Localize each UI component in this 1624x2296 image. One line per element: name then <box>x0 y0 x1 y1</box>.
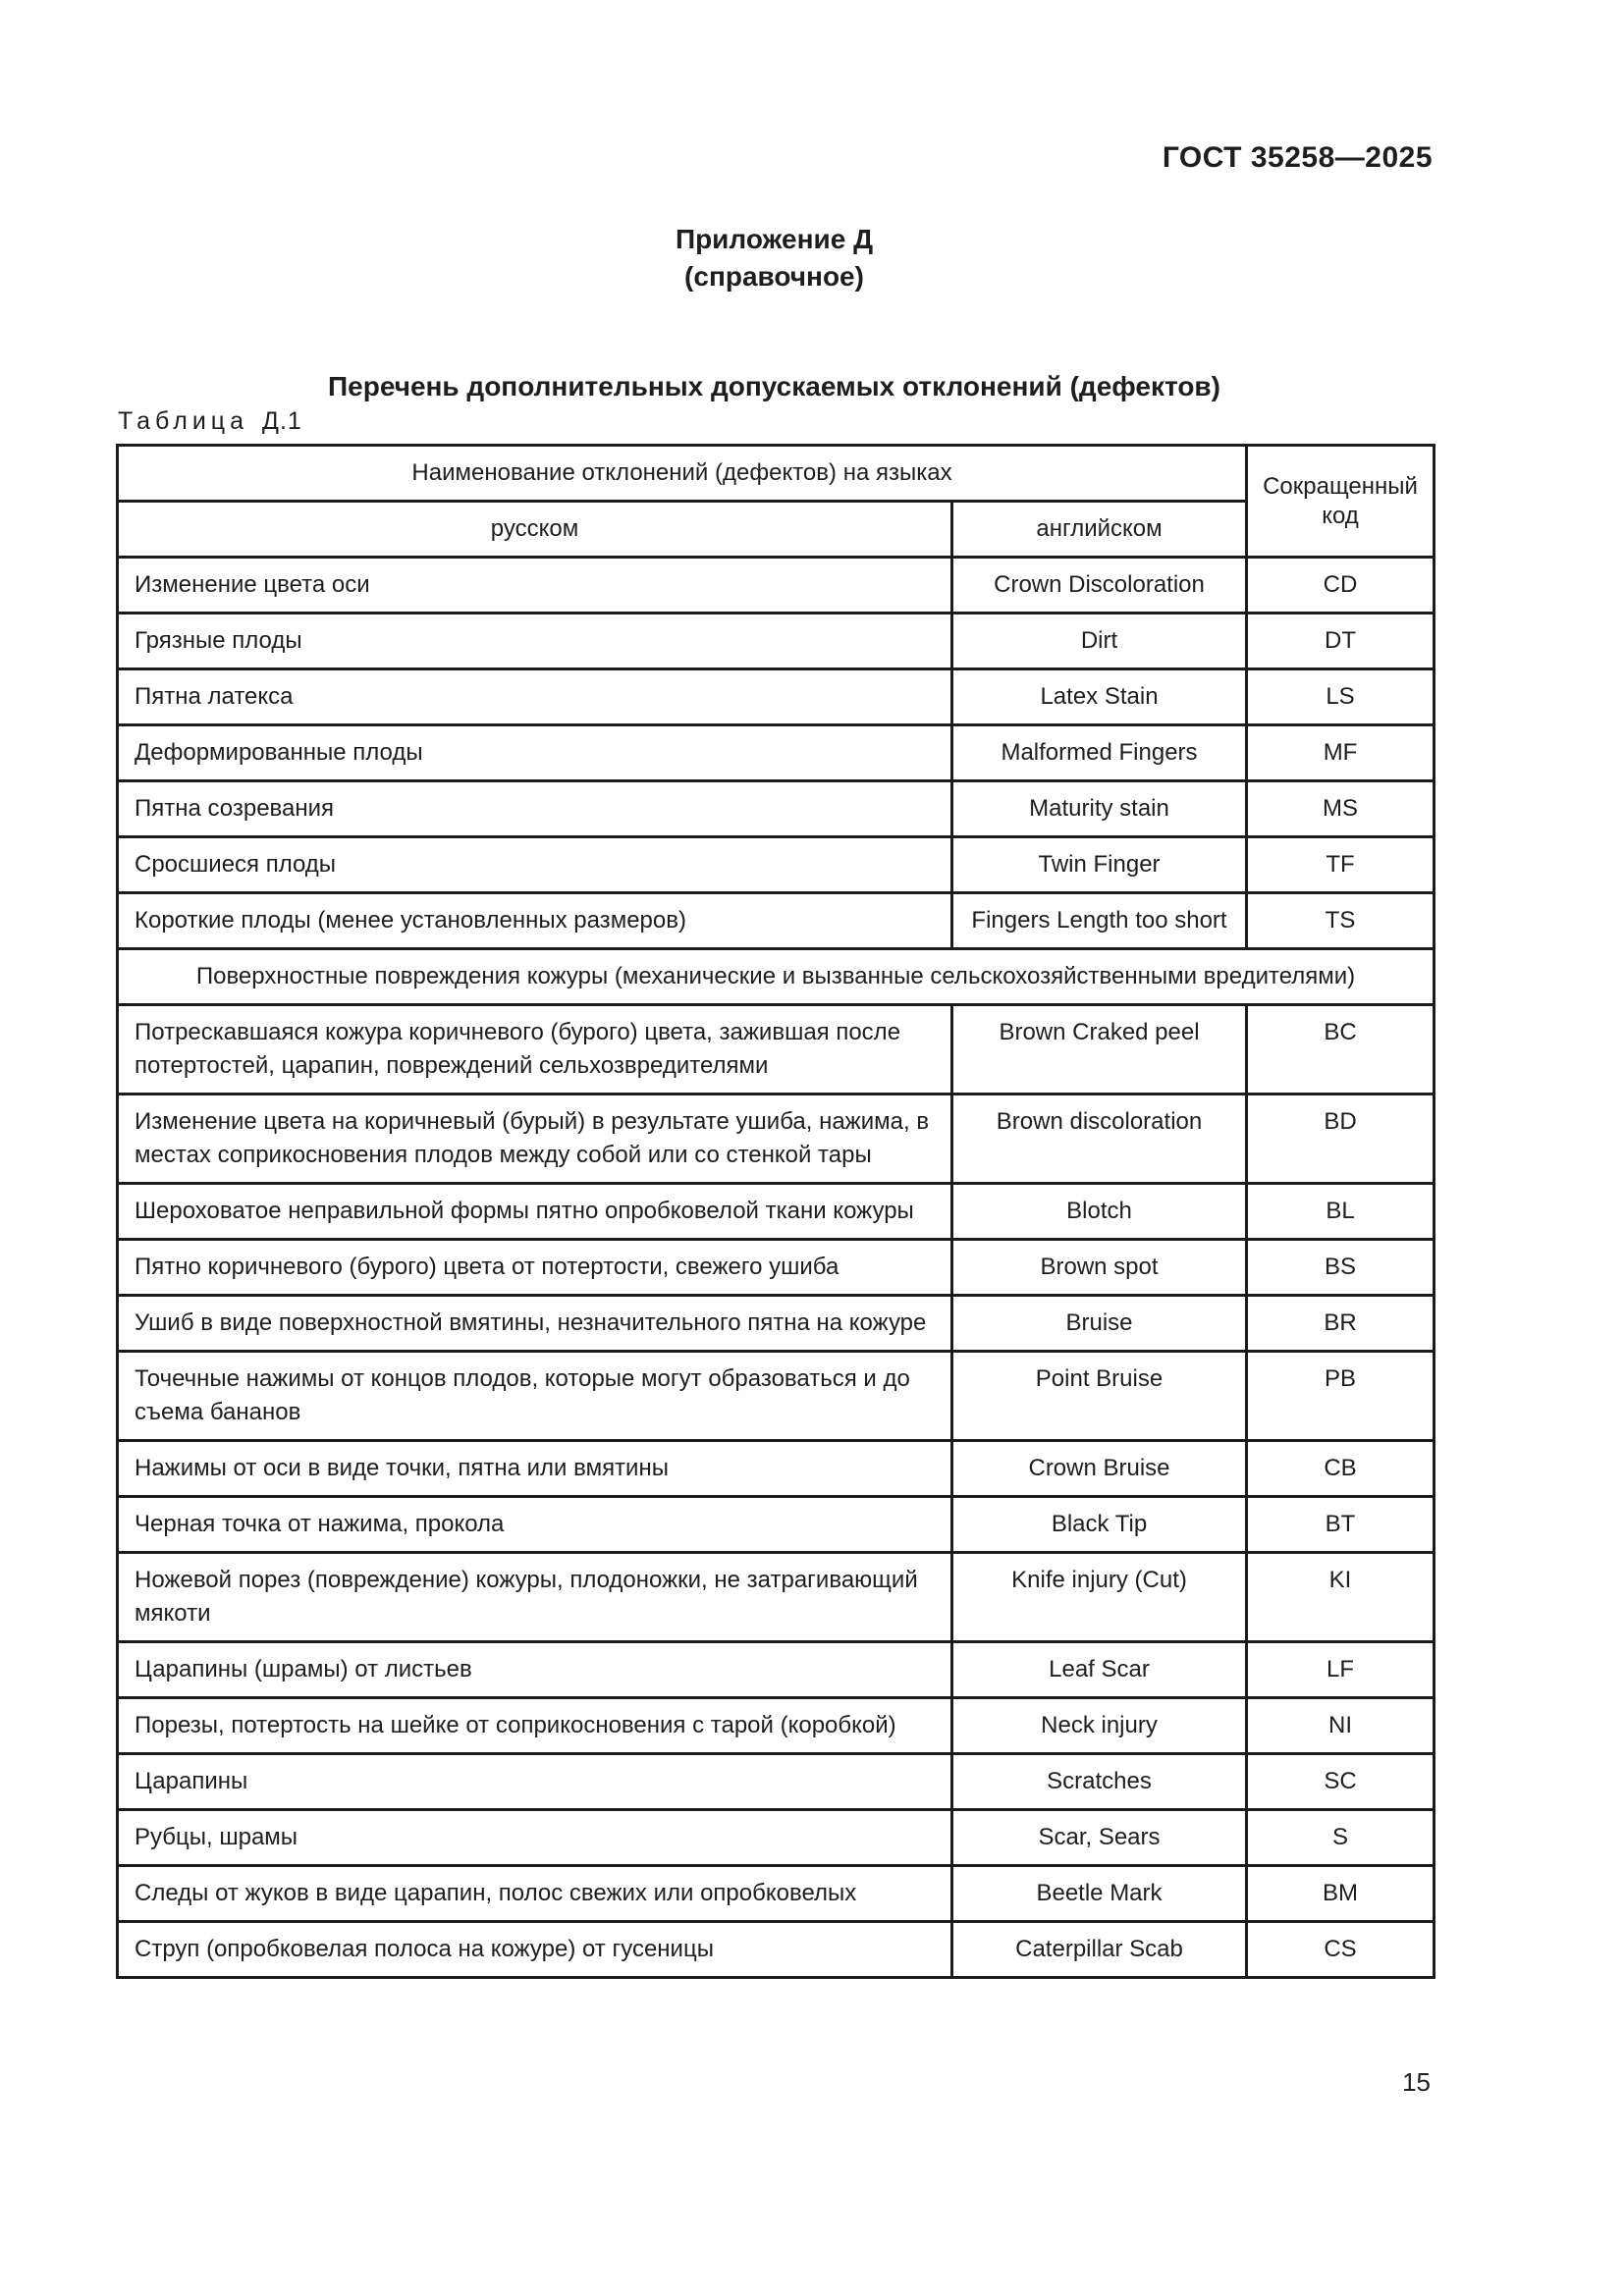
doc-code: ГОСТ 35258—2025 <box>1162 141 1433 174</box>
defect-code: TS <box>1247 893 1435 949</box>
defect-code: CB <box>1247 1441 1435 1497</box>
appendix-title: Приложение Д <box>675 224 874 254</box>
table-section-row <box>118 949 1435 1005</box>
defect-name-ru: Ушиб в виде поверхностной вмятины, незначительного пятна на кожуре <box>118 1296 952 1352</box>
defect-name-en: Blotch <box>952 1184 1247 1240</box>
table-row <box>118 1095 1435 1184</box>
header-russian: русском <box>118 502 952 558</box>
defect-code: BT <box>1247 1497 1435 1553</box>
defect-code: S <box>1247 1810 1435 1866</box>
defect-name-ru: Пятно коричневого (бурого) цвета от потертости, свежего ушиба <box>118 1240 952 1296</box>
table-row <box>118 1240 1435 1296</box>
defect-code: LF <box>1247 1642 1435 1698</box>
table-label-word: Таблица <box>118 407 249 435</box>
defect-code: NI <box>1247 1698 1435 1754</box>
defect-name-en: Brown spot <box>952 1240 1247 1296</box>
defect-name-ru: Рубцы, шрамы <box>118 1810 952 1866</box>
page-number: 15 <box>1402 2067 1431 2097</box>
defects-table <box>116 444 1435 1979</box>
defect-name-ru: Пятна латекса <box>118 669 952 725</box>
section-title: Поверхностные повреждения кожуры (механические и вызванные сельскохозяйственными вредителями) <box>118 949 1435 1005</box>
defect-name-ru: Царапины (шрамы) от листьев <box>118 1642 952 1698</box>
defect-code: CD <box>1247 558 1435 614</box>
defect-name-en: Scar, Sears <box>952 1810 1247 1866</box>
defect-name-en: Neck injury <box>952 1698 1247 1754</box>
defect-code: TF <box>1247 837 1435 893</box>
defect-code: SC <box>1247 1754 1435 1810</box>
defect-code: BR <box>1247 1296 1435 1352</box>
defect-code: PB <box>1247 1352 1435 1441</box>
defect-name-ru: Струп (опробковелая полоса на кожуре) от гусеницы <box>118 1922 952 1978</box>
defect-name-ru: Потрескавшаяся кожура коричневого (бурого) цвета, зажившая после потертостей, царапин, повреждений сельхозвредителями <box>118 1005 952 1095</box>
defect-code: DT <box>1247 614 1435 669</box>
table-row <box>118 1810 1435 1866</box>
defect-name-en: Scratches <box>952 1754 1247 1810</box>
table-row <box>118 1866 1435 1922</box>
table-row <box>118 1754 1435 1810</box>
defect-name-ru: Изменение цвета оси <box>118 558 952 614</box>
defect-name-en: Crown Discoloration <box>952 558 1247 614</box>
defect-name-en: Brown Craked peel <box>952 1005 1247 1095</box>
table-row <box>118 1698 1435 1754</box>
table-row <box>118 1553 1435 1642</box>
table-row <box>118 893 1435 949</box>
table-row <box>118 1184 1435 1240</box>
page-title: Перечень дополнительных допускаемых отклонений (дефектов) <box>328 371 1220 401</box>
defect-name-ru: Точечные нажимы от концов плодов, которые могут образоваться и до съема бананов <box>118 1352 952 1441</box>
defect-code: MF <box>1247 725 1435 781</box>
defect-name-ru: Деформированные плоды <box>118 725 952 781</box>
defect-name-en: Brown discoloration <box>952 1095 1247 1184</box>
header-row-2 <box>118 502 1435 558</box>
defects-table-body <box>118 558 1435 1978</box>
defect-code: BC <box>1247 1005 1435 1095</box>
defect-code: BD <box>1247 1095 1435 1184</box>
defect-name-en: Latex Stain <box>952 669 1247 725</box>
table-row <box>118 1497 1435 1553</box>
table-row <box>118 1441 1435 1497</box>
table-row <box>118 1352 1435 1441</box>
appendix-subtitle: (справочное) <box>684 261 864 292</box>
defect-name-en: Maturity stain <box>952 781 1247 837</box>
defect-name-en: Black Tip <box>952 1497 1247 1553</box>
defect-name-ru: Нажимы от оси в виде точки, пятна или вмятины <box>118 1441 952 1497</box>
defect-name-en: Fingers Length too short <box>952 893 1247 949</box>
defect-code: CS <box>1247 1922 1435 1978</box>
defect-name-ru: Короткие плоды (менее установленных размеров) <box>118 893 952 949</box>
defect-code: LS <box>1247 669 1435 725</box>
defect-name-ru: Следы от жуков в виде царапин, полос свежих или опробковелых <box>118 1866 952 1922</box>
defect-name-en: Caterpillar Scab <box>952 1922 1247 1978</box>
table-label <box>118 406 302 436</box>
defect-name-ru: Шероховатое неправильной формы пятно опробковелой ткани кожуры <box>118 1184 952 1240</box>
defect-name-ru: Царапины <box>118 1754 952 1810</box>
defect-name-en: Dirt <box>952 614 1247 669</box>
table-row <box>118 1005 1435 1095</box>
defect-code: BL <box>1247 1184 1435 1240</box>
defect-name-en: Bruise <box>952 1296 1247 1352</box>
defect-name-ru: Черная точка от нажима, прокола <box>118 1497 952 1553</box>
table-row <box>118 725 1435 781</box>
header-row-1 <box>118 446 1435 502</box>
defect-name-en: Point Bruise <box>952 1352 1247 1441</box>
page-content <box>116 0 1433 2296</box>
defect-name-ru: Ножевой порез (повреждение) кожуры, плодоножки, не затрагивающий мякоти <box>118 1553 952 1642</box>
defect-name-en: Crown Bruise <box>952 1441 1247 1497</box>
table-label-number: Д.1 <box>262 407 302 435</box>
table-row <box>118 1296 1435 1352</box>
defect-name-en: Leaf Scar <box>952 1642 1247 1698</box>
table-row <box>118 669 1435 725</box>
header-english: английском <box>952 502 1247 558</box>
defect-name-ru: Сросшиеся плоды <box>118 837 952 893</box>
table-row <box>118 614 1435 669</box>
header-languages: Наименование отклонений (дефектов) на языках <box>118 446 1247 502</box>
table-row <box>118 837 1435 893</box>
defect-code: MS <box>1247 781 1435 837</box>
defects-table-header <box>118 446 1435 558</box>
defect-name-en: Malformed Fingers <box>952 725 1247 781</box>
table-row <box>118 1642 1435 1698</box>
defect-name-ru: Пятна созревания <box>118 781 952 837</box>
defect-name-ru: Грязные плоды <box>118 614 952 669</box>
header-code: Сокращенный код <box>1247 446 1435 558</box>
defect-code: BM <box>1247 1866 1435 1922</box>
table-row <box>118 1922 1435 1978</box>
defect-name-ru: Изменение цвета на коричневый (бурый) в результате ушиба, нажима, в местах соприкосновения плодов между собой или со стенкой тары <box>118 1095 952 1184</box>
table-row <box>118 558 1435 614</box>
defect-code: KI <box>1247 1553 1435 1642</box>
table-row <box>118 781 1435 837</box>
defect-code: BS <box>1247 1240 1435 1296</box>
defect-name-en: Knife injury (Cut) <box>952 1553 1247 1642</box>
defect-name-ru: Порезы, потертость на шейке от соприкосновения с тарой (коробкой) <box>118 1698 952 1754</box>
defect-name-en: Twin Finger <box>952 837 1247 893</box>
defect-name-en: Beetle Mark <box>952 1866 1247 1922</box>
